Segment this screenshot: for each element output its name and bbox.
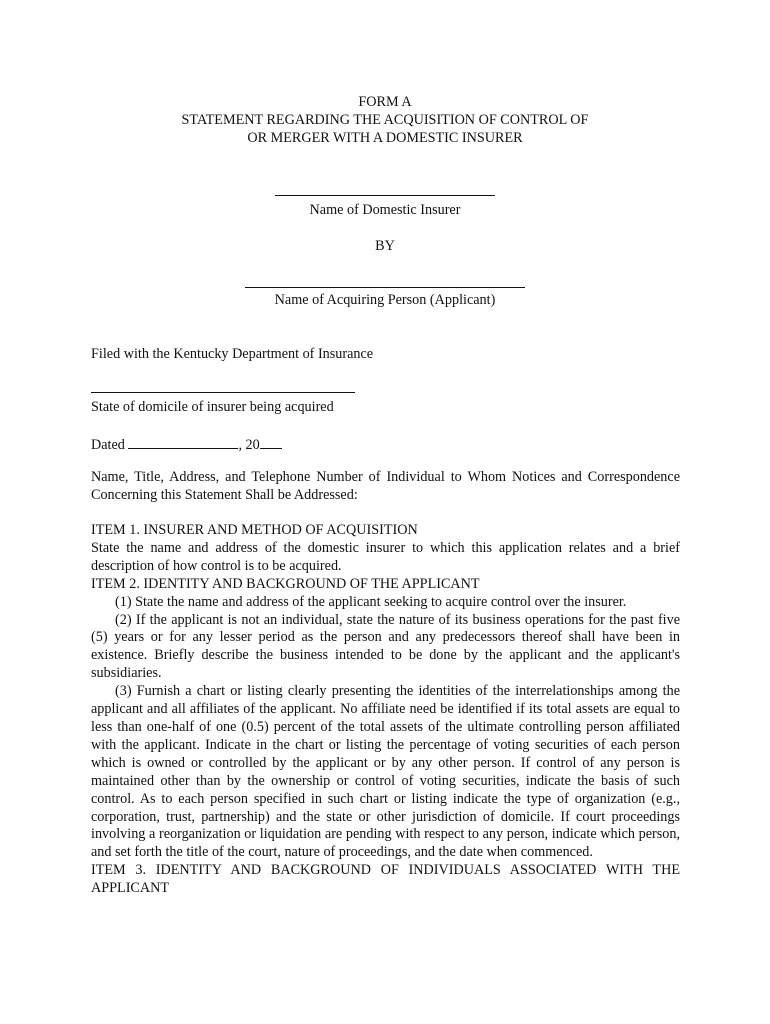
items-section xyxy=(91,522,680,898)
item-1-heading: ITEM 1. INSURER AND METHOD OF ACQUISITION xyxy=(91,522,418,538)
by-label: BY xyxy=(375,238,395,254)
form-label: FORM A xyxy=(358,94,412,110)
dated-line xyxy=(91,434,282,454)
notice-contact-paragraph: Name, Title, Address, and Telephone Number of Individual to Whom Notices and Correspondence Concerning this Statement Shall be Addressed: xyxy=(91,469,680,503)
form-title-line-1: STATEMENT REGARDING THE ACQUISITION OF CONTROL OF xyxy=(181,112,589,128)
applicant-name-blank xyxy=(245,287,525,288)
item-2-paragraph-1: (1) State the name and address of the applicant seeking to acquire control over the insurer. xyxy=(115,593,627,610)
item-2-paragraph-2: (2) If the applicant is not an individual, state the nature of its business operations for the past five (5) years or for any lesser period as the person and any predecessors thereof shall have been in existence. Briefly describe the business intended to be done by the applicant and the applicant's subsidiaries. xyxy=(91,611,680,682)
year-blank xyxy=(260,434,282,449)
item-2-heading: ITEM 2. IDENTITY AND BACKGROUND OF THE APPLICANT xyxy=(91,575,480,592)
domicile-caption: State of domicile of insurer being acquired xyxy=(91,399,334,415)
item-2-paragraph-3: (3) Furnish a chart or listing clearly presenting the identities of the interrelationships among the applicant and all affiliates of the applicant. No affiliate need be identified if its total assets are equal to less than one-half of one (0.5) percent of the total assets of the ultimate controlling person affiliated with the applicant. Indicate in the chart or listing the percentage of voting securities of each person which is owned or controlled by the applicant or by any other person. If control of any person is maintained other than by the ownership or control of voting securities, indicate the basis of such control. As to each person specified in such chart or listing indicate the type of organization (e.g., corporation, trust, partnership) and the state or other jurisdiction of domicile. If court proceedings involving a reorganization or liquidation are pending with respect to any person, indicate which person, and set forth the title of the court, nature of proceedings, and the date when commenced. xyxy=(91,683,680,861)
item-1-text: State the name and address of the domestic insurer to which this application relates and a brief description of how control is to be acquired. xyxy=(91,539,680,574)
insurer-name-blank xyxy=(275,195,495,196)
dated-year-label: , 20 xyxy=(238,437,260,453)
notice-contact-text xyxy=(91,469,680,505)
filed-with-text: Filed with the Kentucky Department of Insurance xyxy=(91,346,374,362)
form-title-line-2: OR MERGER WITH A DOMESTIC INSURER xyxy=(247,130,523,146)
dated-blank xyxy=(128,434,238,449)
insurer-name-caption: Name of Domestic Insurer xyxy=(309,202,461,218)
dated-label: Dated xyxy=(91,437,125,453)
item-3-heading: ITEM 3. IDENTITY AND BACKGROUND OF INDIVIDUALS ASSOCIATED WITH THE APPLICANT xyxy=(91,862,680,897)
applicant-name-caption: Name of Acquiring Person (Applicant) xyxy=(274,292,496,308)
domicile-blank xyxy=(91,392,355,393)
